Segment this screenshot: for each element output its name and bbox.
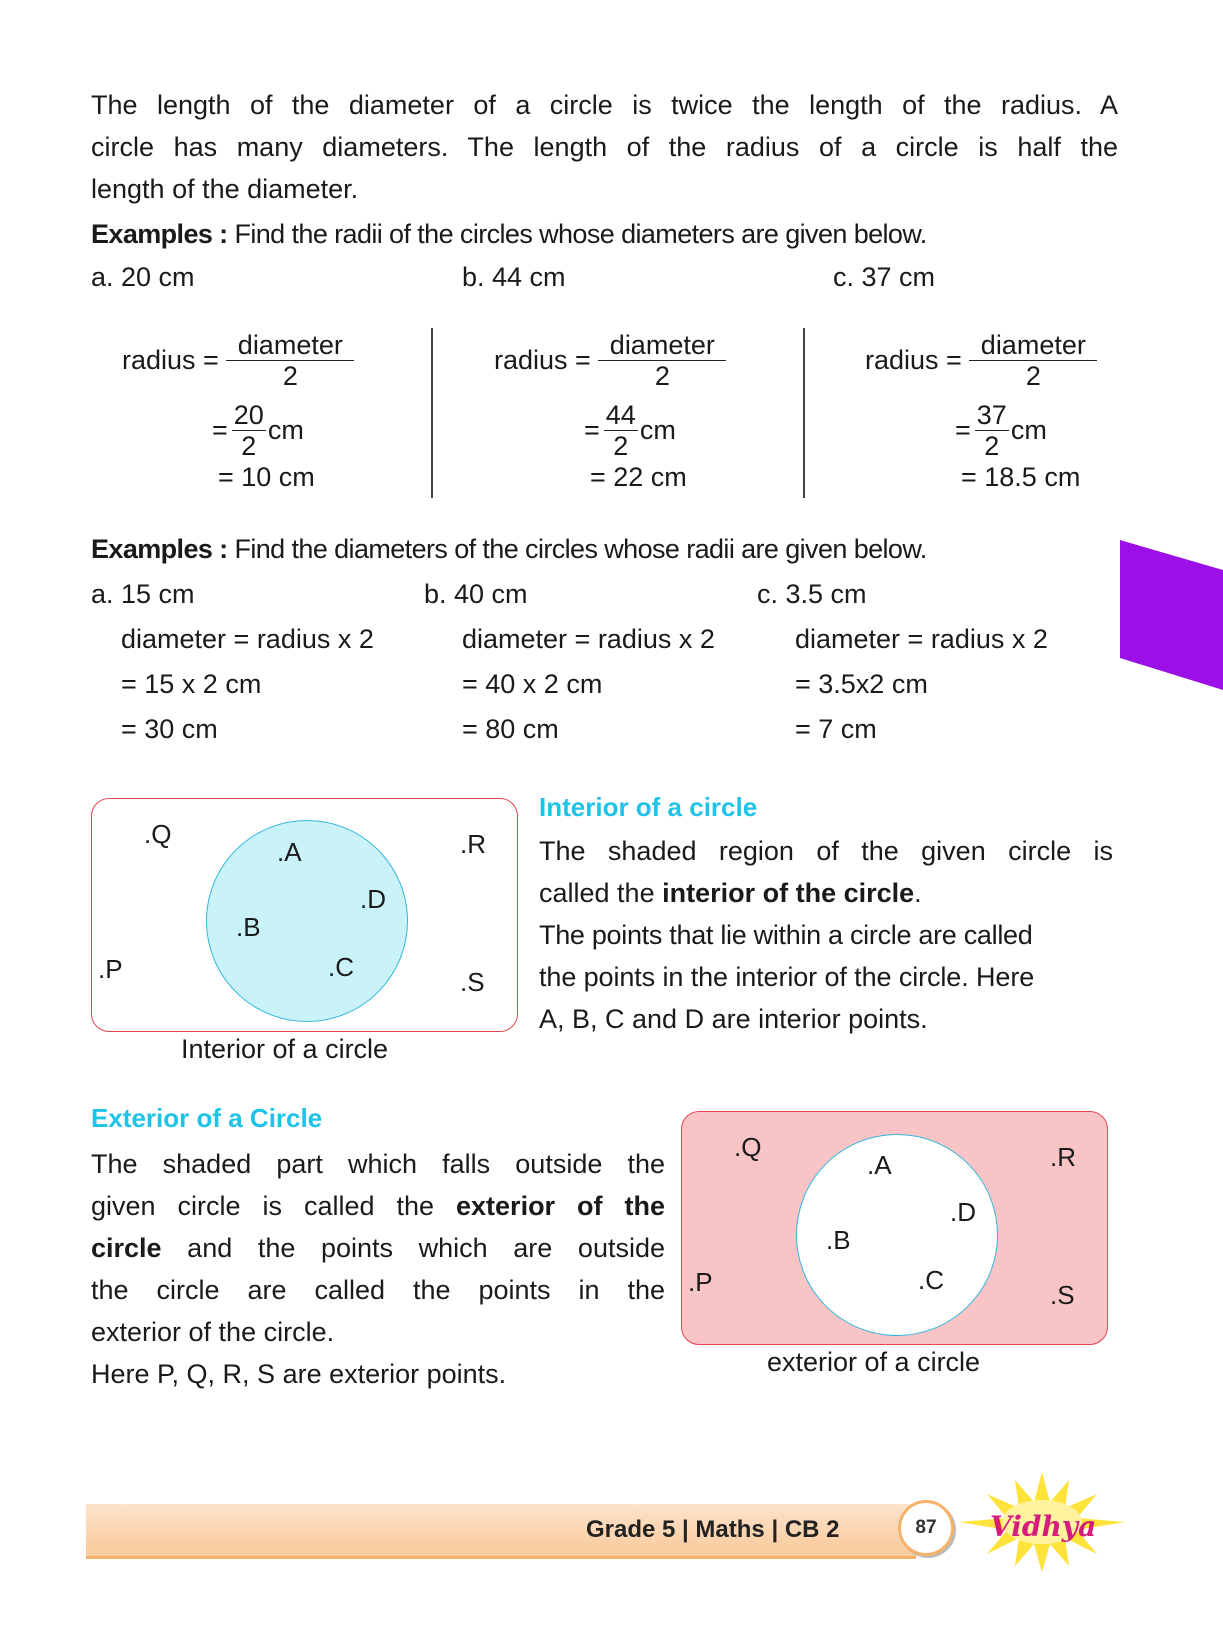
exterior-point-r: .R	[1050, 1142, 1076, 1172]
radii-result-a: = 10 cm	[218, 462, 315, 492]
interior-point-r: .R	[460, 829, 486, 859]
diam-step-c: = 3.5x2 cm	[795, 669, 928, 699]
page-number-badge	[898, 1500, 954, 1556]
vidhya-logo-text: Vidhya	[990, 1510, 1097, 1543]
radii-label-c: c. 37 cm	[833, 262, 936, 292]
radii-result-b: = 22 cm	[590, 462, 687, 492]
page-number: 87	[915, 1517, 937, 1538]
diam-label-b: b. 40 cm	[424, 579, 528, 609]
diam-formula-b: diameter = radius x 2	[462, 624, 715, 654]
divider-2	[803, 328, 805, 498]
diam-col-b	[424, 572, 715, 752]
diam-formula-c: diameter = radius x 2	[795, 624, 1048, 654]
footer-text: Grade 5 | Maths | CB 2	[586, 1516, 840, 1543]
radii-result-c: = 18.5 cm	[961, 462, 1081, 492]
exterior-point-b: .B	[826, 1225, 851, 1255]
examples-radii-heading: Examples : Find the radii of the circles whose diameters are given below.	[91, 219, 927, 249]
interior-point-b: .B	[236, 912, 261, 942]
radii-label-a: a. 20 cm	[91, 262, 195, 292]
interior-caption: Interior of a circle	[181, 1034, 389, 1064]
chapter-tab	[1120, 540, 1223, 690]
exterior-point-q: .Q	[734, 1132, 762, 1162]
exterior-point-p: .P	[688, 1267, 713, 1297]
exterior-text: The shaded part which falls outside the given circle is called the exterior of the circle and the points which are outside the circle are called the points in the exterior of the circle. Here P, Q, R, S are exterior points.	[91, 1149, 665, 1389]
diam-label-a: a. 15 cm	[91, 579, 195, 609]
diam-formula-a: diameter = radius x 2	[121, 624, 374, 654]
intro-line-3: length of the diameter.	[91, 174, 359, 204]
divider-1	[431, 328, 433, 498]
examples-diam-heading: Examples : Find the diameters of the circles whose radii are given below.	[91, 534, 927, 564]
diam-col-c	[757, 572, 1048, 752]
interior-text: The shaded region of the given circle is called the interior of the circle. The points that lie within a circle are called the points in the interior of the circle. Here A, B, C and D are interior points.	[539, 836, 1113, 1034]
interior-point-a: .A	[277, 837, 302, 867]
interior-point-c: .C	[328, 952, 354, 982]
diam-step-b: = 40 x 2 cm	[462, 669, 603, 699]
diam-step-a: = 15 x 2 cm	[121, 669, 262, 699]
radii-calc-a: radius = $\frac{\text{diameter}}{2}$ = $\frac{20}{2}$ cm = 10 cm	[122, 330, 422, 493]
interior-point-p: .P	[98, 954, 123, 984]
exterior-caption: exterior of a circle	[767, 1347, 981, 1377]
exterior-point-s: .S	[1050, 1280, 1075, 1310]
interior-title: Interior of a circle	[539, 792, 758, 822]
radii-calc-b: radius = $\frac{\text{diameter}}{2}$ = $\frac{44}{2}$ cm = 22 cm	[494, 330, 794, 493]
diam-label-c: c. 3.5 cm	[757, 579, 867, 609]
diam-result-a: = 30 cm	[121, 714, 218, 744]
exterior-point-c: .C	[918, 1265, 944, 1295]
intro-line-2: circle has many diameters. The length of the radius of a circle is half the	[91, 132, 1118, 162]
interior-diagram	[91, 798, 518, 1032]
intro-line-1: The length of the diameter of a circle is twice the length of the radius. A	[91, 90, 1118, 120]
exterior-point-d: .D	[950, 1197, 976, 1227]
diam-result-c: = 7 cm	[795, 714, 877, 744]
intro-paragraph	[91, 84, 1118, 210]
exterior-title: Exterior of a Circle	[91, 1103, 323, 1133]
exterior-point-a: .A	[867, 1150, 892, 1180]
radii-label-b: b. 44 cm	[462, 262, 566, 292]
radii-calc-c: radius = $\frac{\text{diameter}}{2}$ = $\frac{37}{2}$ cm = 18.5 cm	[865, 330, 1165, 493]
interior-point-q: .Q	[144, 819, 172, 849]
exterior-diagram	[681, 1111, 1108, 1345]
diam-result-b: = 80 cm	[462, 714, 559, 744]
diam-col-a	[91, 572, 374, 752]
interior-point-s: .S	[460, 967, 485, 997]
interior-point-d: .D	[360, 884, 386, 914]
